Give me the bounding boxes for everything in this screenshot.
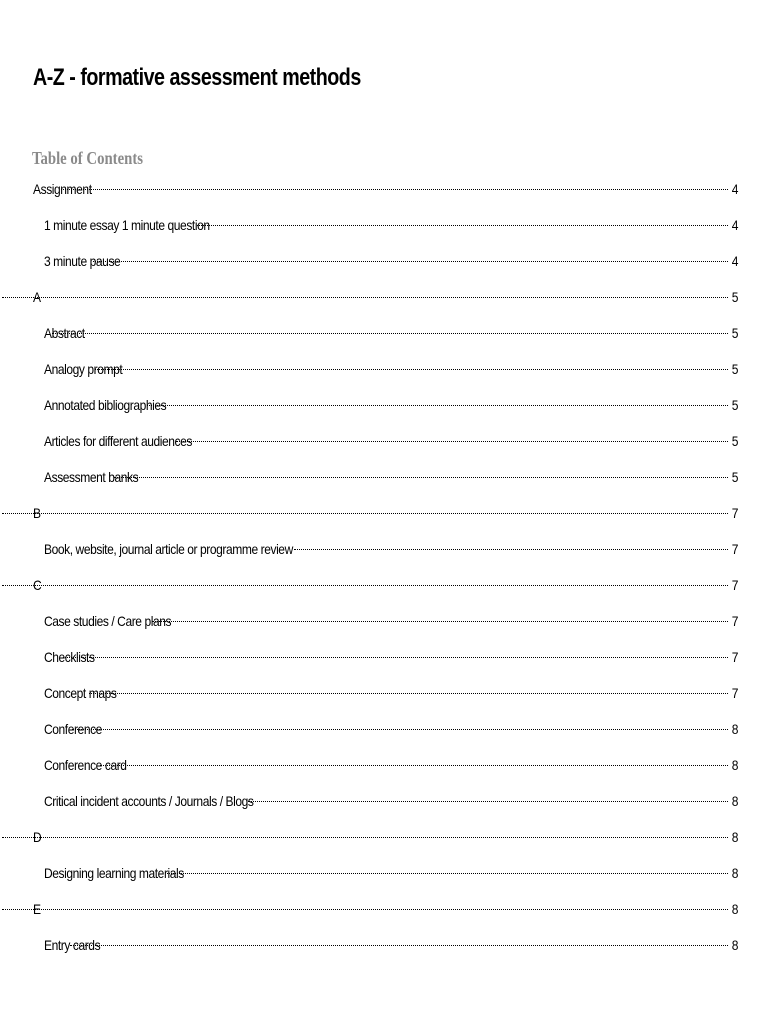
toc-entry-page-number[interactable]: 5 [731,397,738,413]
toc-dot-leader [2,297,728,298]
toc-dot-leader [89,693,728,694]
table-of-contents [33,176,738,968]
toc-entry-label[interactable]: Case studies / Care plans [44,613,172,629]
toc-entry[interactable] [33,572,738,608]
toc-entry[interactable] [33,788,738,824]
toc-entry-page-number[interactable]: 4 [731,253,738,269]
toc-dot-leader [248,801,728,802]
toc-entry-label[interactable]: Abstract [44,325,85,341]
toc-entry-label[interactable]: D [33,829,42,845]
toc-entry-label[interactable]: E [33,901,41,917]
toc-dot-leader [147,405,729,406]
toc-entry[interactable] [33,248,738,284]
toc-dot-leader [63,657,728,658]
toc-dot-leader [2,909,728,910]
toc-heading: Table of Contents [32,148,143,168]
toc-entry-page-number[interactable]: 8 [731,793,738,809]
toc-dot-leader [294,549,728,550]
toc-entry[interactable] [33,212,738,248]
toc-entry[interactable] [33,284,738,320]
toc-entry-page-number[interactable]: 5 [731,325,738,341]
toc-dot-leader [52,333,728,334]
toc-entry-page-number[interactable]: 8 [731,901,738,917]
toc-entry-label[interactable]: Entry cards [44,937,101,953]
toc-dot-leader [70,945,728,946]
toc-entry[interactable] [33,716,738,752]
toc-dot-leader [2,585,728,586]
toc-entry-page-number[interactable]: 4 [731,181,738,197]
toc-entry-page-number[interactable]: 5 [731,361,738,377]
toc-entry[interactable] [33,176,738,212]
toc-dot-leader [95,369,728,370]
toc-entry[interactable] [33,608,738,644]
toc-entry[interactable] [33,752,738,788]
toc-entry[interactable] [33,356,738,392]
toc-dot-leader [72,729,728,730]
toc-entry-label[interactable]: Book, website, journal article or programme review [44,541,293,557]
toc-entry-label[interactable]: 1 minute essay 1 minute question [44,217,210,233]
toc-entry-page-number[interactable]: 8 [731,721,738,737]
toc-dot-leader [61,189,728,190]
toc-entry[interactable] [33,464,738,500]
toc-entry-label[interactable]: Designing learning materials [44,865,184,881]
toc-entry-page-number[interactable]: 4 [731,217,738,233]
toc-entry-page-number[interactable]: 7 [731,649,738,665]
toc-entry[interactable] [33,536,738,572]
toc-entry-label[interactable]: Concept maps [44,685,117,701]
toc-entry-label[interactable]: Critical incident accounts / Journals / Blogs [44,793,254,809]
toc-entry-label[interactable]: A [33,289,41,305]
toc-entry-label[interactable]: Annotated bibliographies [44,397,167,413]
toc-entry[interactable] [33,644,738,680]
toc-entry[interactable] [33,680,738,716]
toc-dot-leader [93,261,728,262]
toc-entry-page-number[interactable]: 7 [731,541,738,557]
document-title: A-Z - formative assessment methods [33,64,361,91]
toc-entry-page-number[interactable]: 5 [731,469,738,485]
toc-dot-leader [114,477,728,478]
toc-dot-leader [2,513,728,514]
toc-entry-label[interactable]: Assessment banks [44,469,139,485]
toc-entry-label[interactable]: Conference card [44,757,127,773]
toc-entry-label[interactable]: C [33,577,42,593]
toc-entry-page-number[interactable]: 8 [731,757,738,773]
toc-entry-page-number[interactable]: 5 [731,289,738,305]
toc-dot-leader [176,441,728,442]
toc-entry-label[interactable]: Assignment [33,181,92,197]
toc-entry[interactable] [33,932,738,968]
toc-entry-label[interactable]: Conference [44,721,102,737]
toc-entry[interactable] [33,428,738,464]
toc-entry-page-number[interactable]: 8 [731,829,738,845]
toc-entry-page-number[interactable]: 5 [731,433,738,449]
toc-dot-leader [167,873,728,874]
toc-dot-leader [197,225,728,226]
toc-entry-label[interactable]: Checklists [44,649,95,665]
toc-entry[interactable] [33,500,738,536]
toc-entry-page-number[interactable]: 8 [731,937,738,953]
toc-entry[interactable] [33,824,738,860]
toc-entry[interactable] [33,896,738,932]
toc-entry-label[interactable]: B [33,505,41,521]
toc-dot-leader [2,837,728,838]
toc-entry-page-number[interactable]: 7 [731,613,738,629]
toc-entry[interactable] [33,320,738,356]
toc-entry-label[interactable]: Articles for different audiences [44,433,192,449]
toc-entry[interactable] [33,860,738,896]
toc-dot-leader [100,765,728,766]
toc-entry[interactable] [33,392,738,428]
toc-entry-label[interactable]: 3 minute pause [44,253,121,269]
toc-entry-label[interactable]: Analogy prompt [44,361,123,377]
toc-dot-leader [152,621,728,622]
toc-entry-page-number[interactable]: 7 [731,685,738,701]
toc-entry-page-number[interactable]: 7 [731,577,738,593]
toc-entry-page-number[interactable]: 8 [731,865,738,881]
toc-entry-page-number[interactable]: 7 [731,505,738,521]
